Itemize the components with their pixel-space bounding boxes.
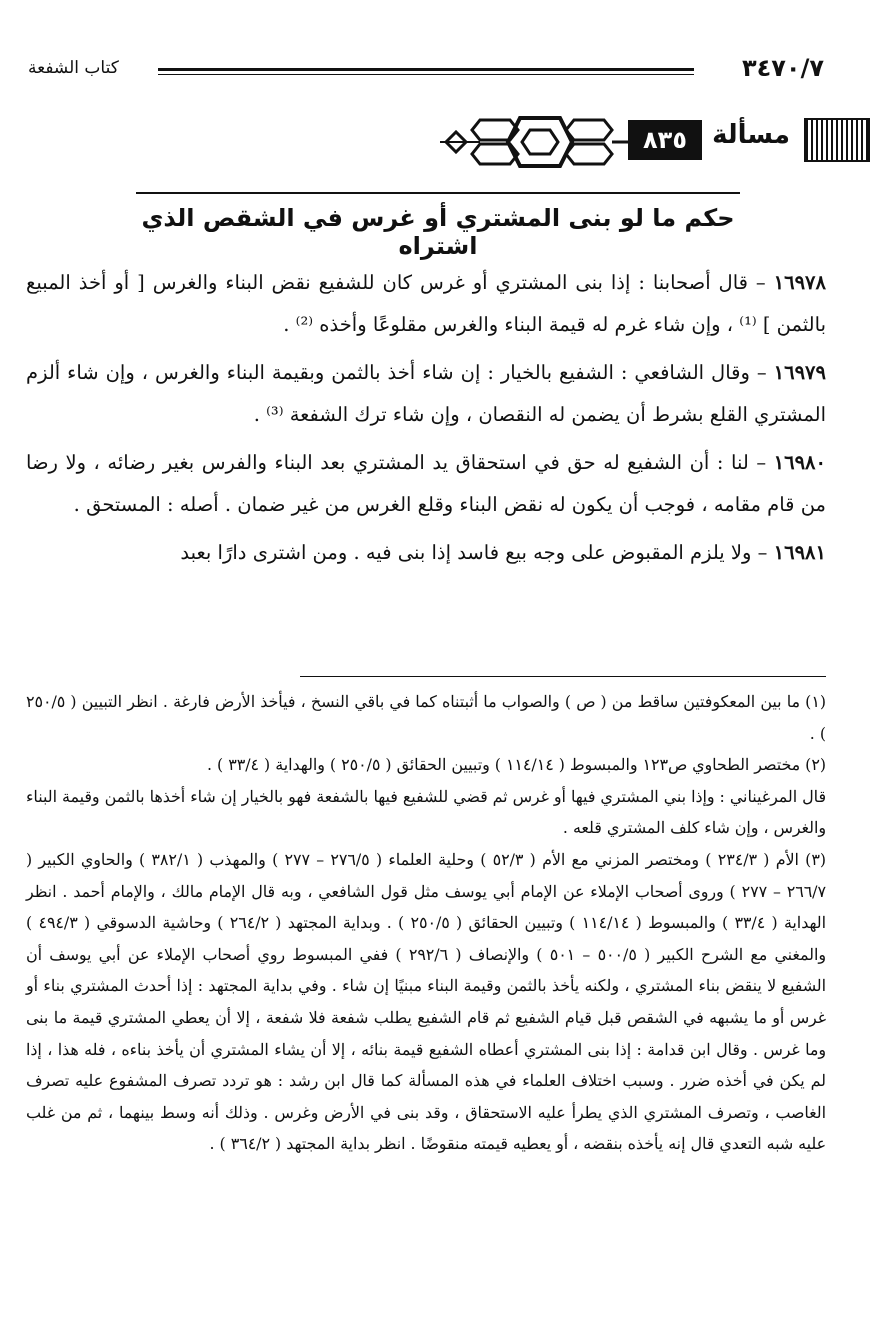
main-text <box>26 262 826 580</box>
paragraph-text: – وقال الشافعي : الشفيع بالخيار : إن شاء أخذ بالثمن وبقيمة البناء والغرس ، وإن شاء ألزم المشتري القلع بشرط أن يضمن له النقصان ، وإن شاء ترك الشفعة ⁽³⁾ . <box>26 361 826 426</box>
section-title-text: حكم ما لو بنى المشتري أو غرس في الشقص الذي اشتراه <box>141 204 735 260</box>
footnote: قال المرغيناني : وإذا بني المشتري فيها أو غرس ثم قضي للشفيع فيها بالشفعة فهو بالخيار إن شاء أخذها بالثمن وقيمة البناء والغرس ، وإن شاء كلف المشتري قلعه . <box>26 786 826 838</box>
paragraph <box>26 262 826 346</box>
issue-label: مسألة <box>712 120 790 150</box>
page-number: ٣٤٧٠/٧ <box>741 54 824 82</box>
paragraph-number: ١٦٩٧٨ <box>773 271 827 294</box>
book-title: كتاب الشفعة <box>28 58 119 78</box>
section-title <box>136 192 740 260</box>
paragraph <box>26 352 826 436</box>
paragraph-number: ١٦٩٨٠ <box>773 451 826 474</box>
banner-bars-ornament <box>804 118 870 162</box>
footnote: (٣) الأم ( ٢٣٤/٣ ) ومختصر المزني مع الأم ( ٥٢/٣ ) وحلية العلماء ( ٢٧٦/٥ – ٢٧٧ ) والمهذب ( ٣٨٢/١ ) والحاوي الكبير ( ٢٦٦/٧ – ٢٧٧ ) وروى أصحاب الإملاء عن الإمام أبي يوسف مثل قول الشافعي ، وبه قال الإمام مالك ، والإمام أحمد . انظر الهداية ( ٣٣/٤ ) والمبسوط ( ١١٤/١٤ ) وتبيين الحقائق ( ٢٥٠/٥ ) . وبداية المجتهد ( ٢٦٤/٢ ) وحاشية الدسوقي ( ٤٩٤/٣ ) والمغني مع الشرح الكبير ( ٥٠٠/٥ – ٥٠١ ) والإنصاف ( ٢٩٢/٦ ) ففي المبسوط روي أصحاب الإملاء عن أبي يوسف أن الشفيع لا ينقض بناء المشتري ، ولكنه يأخذ بالثمن وقيمة البناء مبنيًا إن شاء . وفي بداية المجتهد : إذا أحدث المشتري بناء أو غرس أو ما يشبهه في الشقص قبل قيام الشفيع ثم قام الشفيع يطلب شفعة فلا شفعة ، إلا أن يعطي المشتري قيمة ما بنى وما غرس . وقال ابن قدامة : إذا بنى المشتري أعطاه الشفيع قيمة بنائه ، إلا أن يشاء المشتري أن يأخذ بناءه ، فله هذا ، إذا لم يكن في أخذه ضرر . وسبب اختلاف العلماء في هذه المسألة كما قال ابن رشد : هو تردد تصرف المشفوع عليه تصرف الغاصب ، وتصرف المشتري الذي يطرأ عليه الاستحقاق ، وقد بنى في الأرض وغرس . وذلك أنه وسط بينهما ، ثم من غلب عليه شبه التعدي قال إنه يأخذه بنقضه ، أو يعطيه قيمته منقوضًا . انظر بداية المجتهد ( ٣٦٤/٢ ) . <box>26 849 826 1154</box>
header-rule <box>158 68 694 71</box>
issue-number: ٨٣٥ <box>628 120 702 160</box>
paragraph-text: – قال أصحابنا : إذا بنى المشتري أو غرس كان للشفيع نقض البناء والغرس [ أو أخذ المبيع بالثمن ] ⁽¹⁾ ، وإن شاء غرم له قيمة البناء والغرس مقلوعًا وأخذه ⁽²⁾ . <box>26 271 826 336</box>
issue-banner <box>440 110 870 174</box>
header-rule-thin <box>158 74 694 75</box>
footnote: (٢) مختصر الطحاوي ص١٢٣ والمبسوط ( ١١٤/١٤ ) وتبيين الحقائق ( ٢٥٠/٥ ) والهداية ( ٣٣/٤ ) . <box>207 755 826 775</box>
footnote: (١) ما بين المعكوفتين ساقط من ( ص ) والصواب ما أثبتناه كما في باقي النسخ ، فيأخذ الأرض فارغة . انظر التبيين ( ٢٥٠/٥ ) . <box>26 692 826 743</box>
paragraph-text: – ولا يلزم المقبوض على وجه بيع فاسد إذا بنى فيه . ومن اشترى دارًا بعبد <box>180 541 768 564</box>
footnotes <box>26 686 826 1160</box>
footnote-divider <box>300 676 826 677</box>
paragraph <box>26 532 826 574</box>
geometric-ornament-icon <box>440 110 630 174</box>
paragraph-number: ١٦٩٧٩ <box>773 361 826 384</box>
paragraph <box>26 442 826 526</box>
paragraph-number: ١٦٩٨١ <box>773 541 826 564</box>
running-header <box>28 52 824 92</box>
paragraph-text: – لنا : أن الشفيع له حق في استحقاق يد المشتري بعد البناء والفرس بغير رضائه ، ولا رضا من قام مقامه ، فوجب أن يكون له نقض البناء وقلع الغرس من غير ضمان . أصله : المستحق . <box>26 451 826 516</box>
